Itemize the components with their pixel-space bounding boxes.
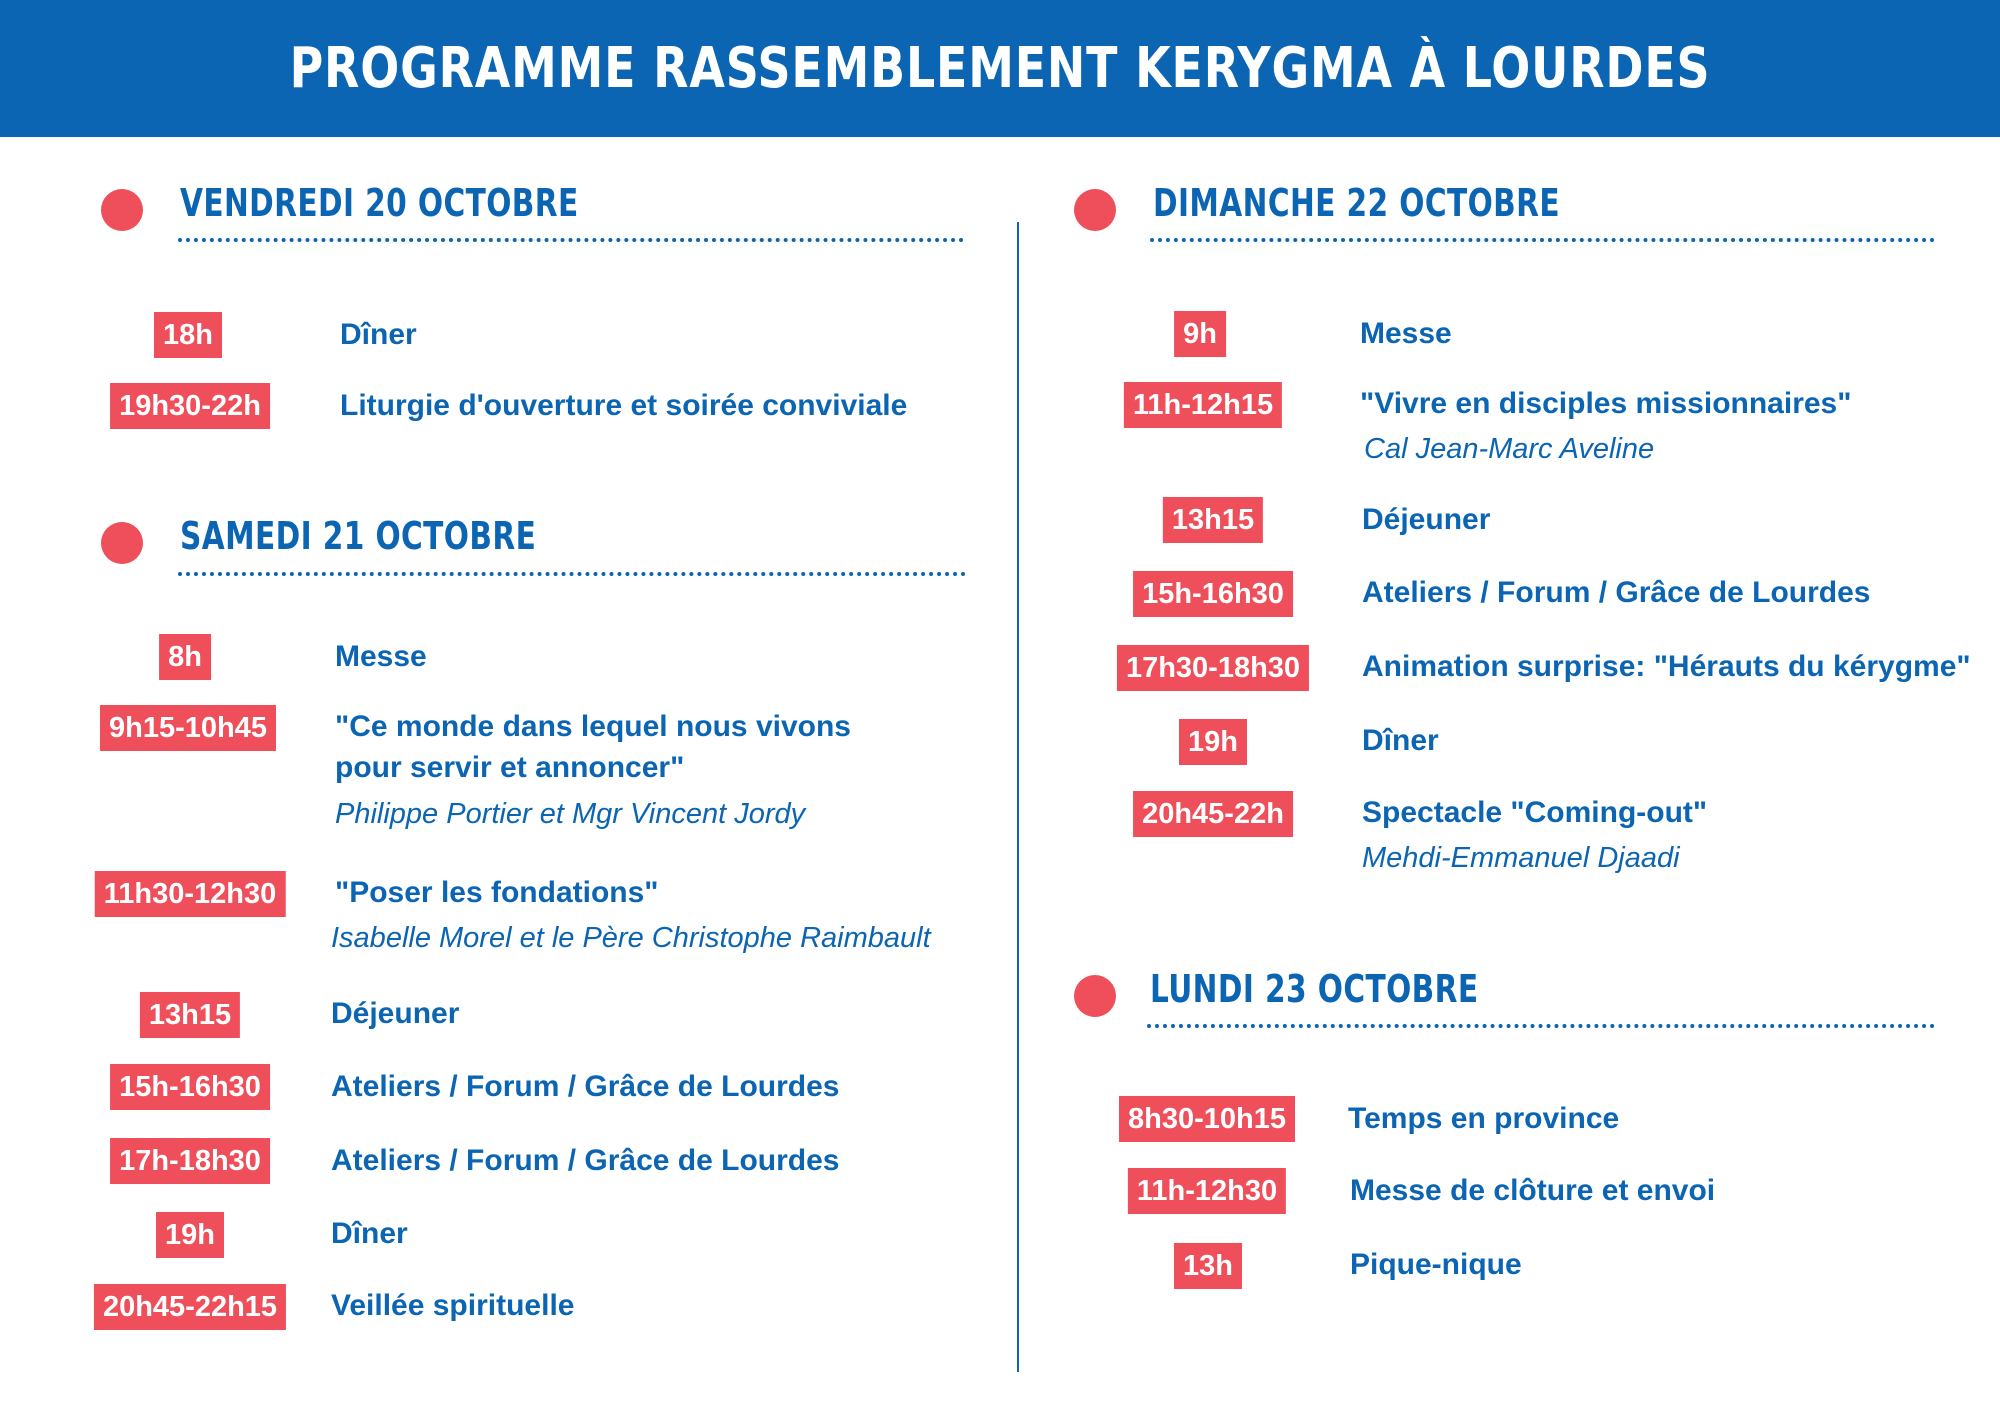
day-title-vendredi: VENDREDI 20 OCTOBRE [180,181,579,225]
time-badge: 17h30-18h30 [1117,645,1309,691]
activity-label: Spectacle "Coming-out" [1362,796,1708,829]
activity-label: "Poser les fondations" [335,876,659,909]
day-title-samedi: SAMEDI 21 OCTOBRE [180,514,537,558]
activity-label: Liturgie d'ouverture et soirée conviviale [340,389,908,422]
day-separator [178,572,966,576]
activity-label: Messe [335,640,427,673]
time-badge: 19h [156,1212,224,1258]
activity-label: "Vivre en disciples missionnaires" [1360,387,1852,420]
time-badge: 13h15 [140,992,240,1038]
speaker-name: Isabelle Morel et le Père Christophe Raimbault [331,922,931,954]
activity-label: Ateliers / Forum / Grâce de Lourdes [1362,576,1871,609]
day-bullet-icon [1074,189,1116,231]
activity-label: Déjeuner [331,997,460,1030]
speaker-name: Mehdi-Emmanuel Djaadi [1362,842,1680,874]
time-badge: 15h-16h30 [1133,571,1293,617]
time-badge: 20h45-22h [1133,791,1293,837]
time-badge: 19h [1179,719,1247,765]
speaker-name: Cal Jean-Marc Aveline [1364,433,1655,465]
day-separator [1150,238,1935,242]
time-badge: 15h-16h30 [110,1064,270,1110]
activity-label: Temps en province [1348,1102,1620,1135]
time-badge: 11h-12h15 [1124,382,1282,428]
activity-label: Messe de clôture et envoi [1350,1174,1716,1207]
time-badge: 11h-12h30 [1128,1168,1286,1214]
day-bullet-icon [1074,975,1116,1017]
page-title: PROGRAMME RASSEMBLEMENT KERYGMA À LOURDES [289,36,1711,101]
activity-label: Messe [1360,317,1452,350]
time-badge: 13h15 [1163,497,1263,543]
activity-label: Dîner [1362,724,1439,757]
time-badge: 8h30-10h15 [1119,1096,1295,1142]
time-badge: 9h15-10h45 [100,705,276,751]
time-badge: 18h [154,312,222,358]
column-divider [1017,222,1019,1372]
time-badge: 11h30-12h30 [95,871,286,917]
day-separator [178,238,964,242]
speaker-name: Philippe Portier et Mgr Vincent Jordy [335,798,806,830]
activity-label: Déjeuner [1362,503,1491,536]
activity-label: Ateliers / Forum / Grâce de Lourdes [331,1144,840,1177]
day-bullet-icon [101,522,143,564]
time-badge: 17h-18h30 [110,1138,270,1184]
day-bullet-icon [101,189,143,231]
header-banner [0,0,2000,137]
activity-label: Dîner [340,318,417,351]
activity-label: Ateliers / Forum / Grâce de Lourdes [331,1070,840,1103]
activity-label: Pique-nique [1350,1248,1522,1281]
time-badge: 13h [1174,1243,1242,1289]
activity-label: Veillée spirituelle [331,1289,575,1322]
activity-label: Animation surprise: "Hérauts du kérygme" [1362,650,1971,683]
time-badge: 8h [159,634,211,680]
day-separator [1147,1024,1935,1028]
day-title-lundi: LUNDI 23 OCTOBRE [1150,967,1479,1011]
time-badge: 20h45-22h15 [94,1284,286,1330]
activity-label: "Ce monde dans lequel nous vivons [335,710,851,743]
activity-label: pour servir et annoncer" [335,751,685,784]
time-badge: 19h30-22h [110,383,270,429]
day-title-dimanche: DIMANCHE 22 OCTOBRE [1153,181,1561,225]
activity-label: Dîner [331,1217,408,1250]
time-badge: 9h [1174,311,1226,357]
